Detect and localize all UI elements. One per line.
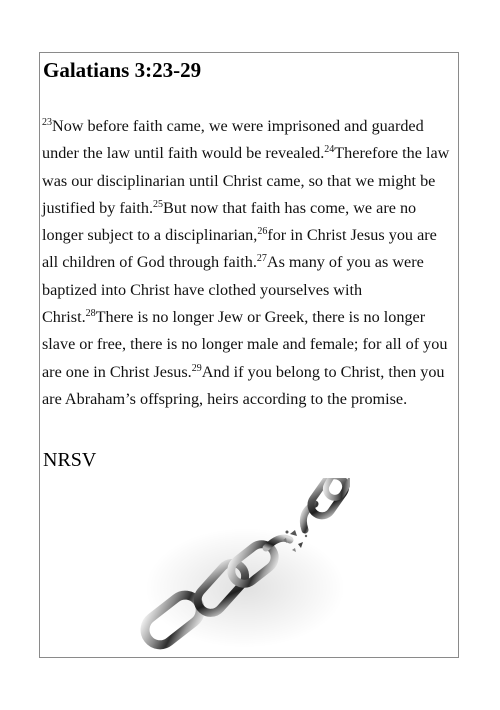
verse-number: 27 bbox=[256, 253, 267, 265]
verse-number: 26 bbox=[257, 226, 268, 238]
verse-number: 28 bbox=[85, 308, 96, 320]
verse-text: As many of you as were baptized into Christ have clothed yourselves with Christ. bbox=[42, 253, 424, 327]
verse-text: And if you belong to Christ, then you are Abraham’s offspring, heirs according to the promise. bbox=[42, 362, 445, 408]
verse-text: But now that faith has come, we are no longer subject to a disciplinarian, bbox=[42, 198, 417, 245]
broken-chain-icon bbox=[140, 478, 350, 650]
verse-number: 29 bbox=[191, 362, 202, 374]
verse-text: Therefore the law was our disciplinarian until Christ came, so that we might be justified by faith. bbox=[42, 144, 450, 217]
verse-number: 25 bbox=[153, 198, 164, 210]
verse-text: There is no longer Jew or Greek, there is no longer slave or free, there is no longer male and female; for all of you are one in Christ Jesus. bbox=[42, 308, 448, 381]
verse-text: Now before faith came, we were imprisoned and guarded under the law until faith would be revealed. bbox=[42, 117, 424, 163]
verse-text: for in Christ Jesus you are all children of God through faith. bbox=[42, 226, 437, 272]
translation-label: NRSV bbox=[43, 449, 97, 471]
passage-text bbox=[42, 113, 454, 413]
verse-number: 23 bbox=[42, 117, 52, 128]
passage-title: Galatians 3:23-29 bbox=[43, 58, 202, 82]
verse-number: 24 bbox=[324, 144, 335, 156]
